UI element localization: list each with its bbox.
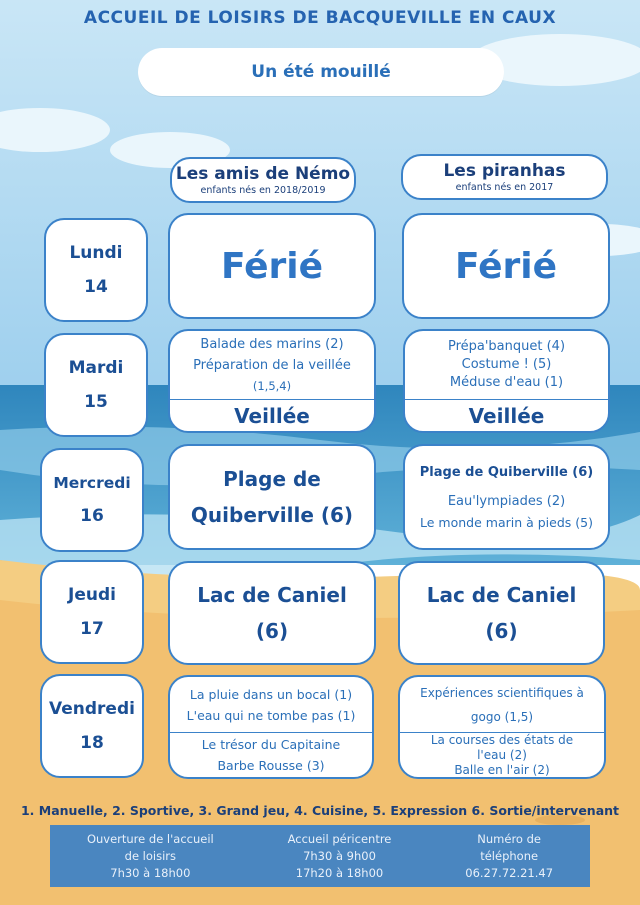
- day-name: Vendredi: [49, 699, 135, 719]
- activity: Lac de Caniel: [197, 583, 347, 607]
- activity-legend: 1. Manuelle, 2. Sportive, 3. Grand jeu, 4. Cuisine, 5. Expression 6. Sortie/intervenant: [20, 803, 620, 818]
- cell-lundi-piranhas: [402, 213, 610, 319]
- day-date: 14: [84, 277, 108, 297]
- activity: Quiberville (6): [190, 503, 354, 527]
- activity: (1,5,4): [252, 378, 292, 393]
- cell-mercredi-piranhas: [403, 444, 610, 550]
- activity: Expériences scientifiques à: [420, 685, 584, 700]
- activity: gogo (1,5): [470, 709, 534, 724]
- day-vendredi: [40, 674, 144, 778]
- day-lundi: [44, 218, 148, 322]
- activity: Méduse d'eau (1): [449, 375, 564, 390]
- activity: (6): [485, 619, 518, 643]
- day-name: Jeudi: [68, 585, 116, 605]
- day-date: 18: [80, 733, 104, 753]
- info-line: de loisirs: [124, 848, 177, 863]
- day-mercredi: [40, 448, 144, 552]
- activity: Costume ! (5): [461, 357, 552, 372]
- day-name: Lundi: [69, 243, 123, 263]
- activity: La pluie dans un bocal (1): [189, 686, 353, 702]
- holiday-label: Férié: [454, 245, 558, 287]
- activity: La courses des états de: [430, 733, 574, 747]
- info-line: 17h20 à 18h00: [295, 865, 384, 880]
- group-name: Les amis de Némo: [175, 164, 351, 184]
- activity: Le trésor du Capitaine: [201, 737, 341, 752]
- day-name: Mardi: [68, 358, 124, 378]
- page-title: ACCUEIL DE LOISIRS DE BACQUEVILLE EN CAUX: [83, 8, 557, 28]
- activity: Lac de Caniel: [426, 583, 577, 607]
- activity: Eau'lympiades (2): [447, 493, 566, 509]
- activity: Balade des marins (2): [200, 336, 344, 352]
- subtitle: Un été mouillé: [138, 48, 504, 96]
- activity: Plage de: [223, 467, 321, 491]
- cell-mardi-nemo: [168, 329, 376, 433]
- cell-jeudi-piranhas: [398, 561, 605, 665]
- activity: Barbe Rousse (3): [217, 758, 325, 773]
- info-line: téléphone: [480, 848, 539, 863]
- phone-number: [465, 831, 553, 882]
- group-age: enfants nés en 2018/2019: [200, 185, 326, 196]
- cell-mercredi-nemo: [168, 444, 376, 550]
- holiday-label: Férié: [220, 245, 324, 287]
- activity-veillee: Veillée: [234, 403, 310, 428]
- activity: Le monde marin à pieds (5): [420, 514, 593, 530]
- info-line: 06.27.72.21.47: [465, 865, 554, 880]
- info-line: Numéro de: [477, 831, 541, 846]
- cell-jeudi-nemo: [168, 561, 376, 665]
- group-name: Les piranhas: [443, 161, 566, 181]
- info-line: 7h30 à 9h00: [303, 848, 376, 863]
- day-jeudi: [40, 560, 144, 664]
- info-line: 7h30 à 18h00: [110, 865, 191, 880]
- day-date: 15: [84, 392, 108, 412]
- info-line: Accueil péricentre: [287, 831, 392, 846]
- info-banner: [50, 825, 590, 887]
- day-name: Mercredi: [53, 474, 131, 492]
- day-date: 17: [80, 619, 104, 639]
- activity: L'eau qui ne tombe pas (1): [186, 707, 356, 723]
- day-mardi: [44, 333, 148, 437]
- cell-vendredi-piranhas: [398, 675, 606, 779]
- info-line: Ouverture de l'accueil: [86, 831, 214, 846]
- opening-hours: [87, 831, 214, 882]
- group-header-nemo: [170, 157, 356, 203]
- activity: (6): [255, 619, 289, 643]
- pericentre-hours: [288, 831, 392, 882]
- activity-veillee: Veillée: [468, 403, 545, 428]
- activity: Prépa'banquet (4): [447, 339, 566, 354]
- cell-lundi-nemo: [168, 213, 376, 319]
- activity: Balle en l'air (2): [454, 763, 550, 777]
- activity: Plage de Quiberville (6): [419, 464, 594, 480]
- cell-vendredi-nemo: [168, 675, 374, 779]
- activity: Préparation de la veillée: [193, 357, 351, 373]
- cell-mardi-piranhas: [403, 329, 610, 433]
- day-date: 16: [80, 506, 104, 526]
- group-header-piranhas: [401, 154, 608, 200]
- activity: l'eau (2): [477, 748, 527, 762]
- group-age: enfants nés en 2017: [455, 182, 554, 193]
